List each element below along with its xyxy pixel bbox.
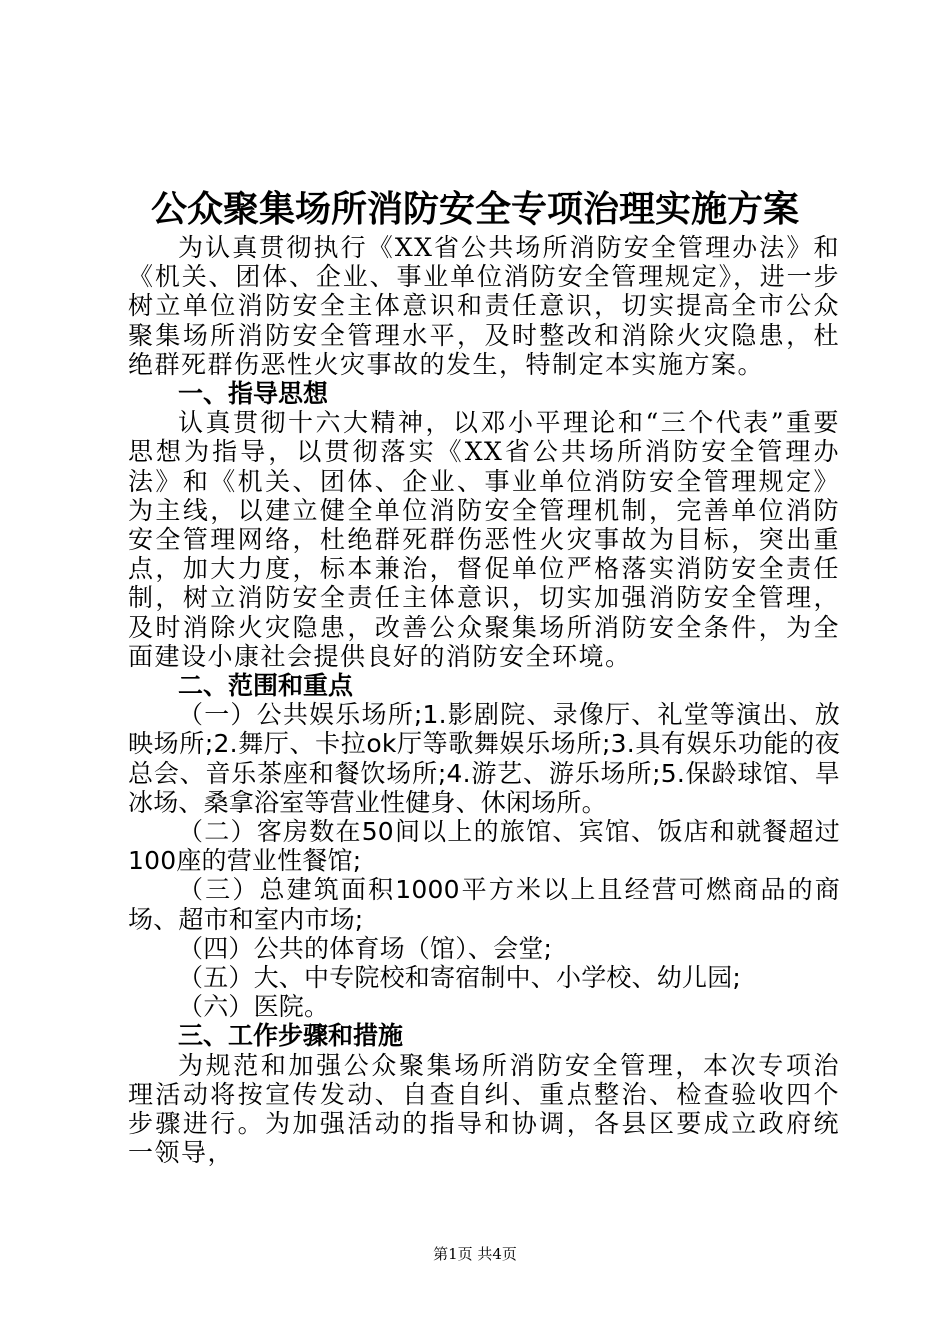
section-heading-steps: 三、工作步骤和措施 (178, 1021, 404, 1051)
guiding-ideology-paragraph: 认真贯彻十六大精神，以邓小平理论和“三个代表”重要思想为指导，以贯彻落实《XX省公共场所消防安全管理办法》和《机关、团体、企业、事业单位消防安全管理规定》为主线，以建立健全单位消防安全管理机制，完善单位消防安全管理网络，杜绝群死群伤恶性火灾事故为目标，突出重点，加大力度，标本兼治，督促单位严格落实消防安全责任制，树立消防安全责任主体意识，切实加强消防安全管理，及时消除火灾隐患，改善公众聚集场所消防安全条件，为全面建设小康社会提供良好的消防安全环境。 (128, 408, 840, 671)
document-body (128, 233, 840, 1168)
scope-item: （五）大、中专院校和寄宿制中、小学校、幼儿园; (178, 963, 742, 993)
section-heading-scope: 二、范围和重点 (178, 671, 354, 701)
intro-paragraph: 为认真贯彻执行《XX省公共场所消防安全管理办法》和《机关、团体、企业、事业单位消防安全管理规定》，进一步树立单位消防安全主体意识和责任意识，切实提高全市公众聚集场所消防安全管理水平，及时整改和消除火灾隐患，杜绝群死群伤恶性火灾事故的发生，特制定本实施方案。 (128, 233, 840, 379)
steps-paragraph: 为规范和加强公众聚集场所消防安全管理，本次专项治理活动将按宣传发动、自查自纠、重点整治、检查验收四个步骤进行。为加强活动的指导和协调，各县区要成立政府统一领导， (128, 1050, 840, 1168)
scope-item: （一）公共娱乐场所;1.影剧院、录像厅、礼堂等演出、放映场所;2.舞厅、卡拉ok厅等歌舞娱乐场所;3.具有娱乐功能的夜总会、音乐茶座和餐饮场所;4.游艺、游乐场所;5.保龄球馆、旱冰场、桑拿浴室等营业性健身、休闲场所。 (128, 700, 840, 817)
scope-item: （四）公共的体育场（馆）、会堂; (178, 933, 553, 963)
section-heading-guiding-ideology: 一、指导思想 (178, 379, 329, 409)
scope-item: （三）总建筑面积1000平方米以上且经营可燃商品的商场、超市和室内市场; (128, 875, 840, 934)
document-title: 公众聚集场所消防安全专项治理实施方案 (150, 189, 799, 230)
scope-item: （二）客房数在50间以上的旅馆、宾馆、饭店和就餐超过100座的营业性餐馆; (128, 817, 840, 876)
scope-item: （六）医院。 (178, 992, 330, 1022)
page-footer: 第1页 共4页 (433, 1245, 517, 1263)
